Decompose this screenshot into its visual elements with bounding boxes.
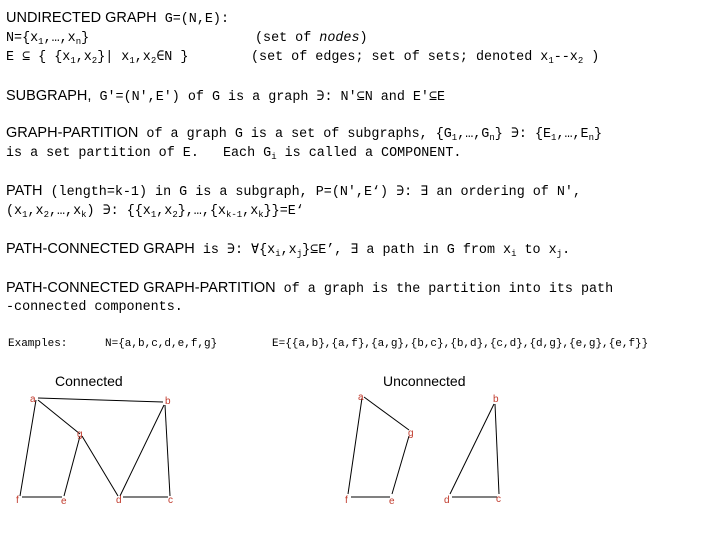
undirected-graph-line: UNDIRECTED GRAPH G=(N,E):: [6, 10, 229, 27]
connected-graph: [16, 394, 173, 507]
node-label-g-2: g: [408, 428, 414, 439]
node-label-b: b: [165, 396, 171, 407]
path-heading: PATH: [6, 183, 43, 199]
path-connected-heading: PATH-CONNECTED GRAPH: [6, 241, 195, 257]
edge-a-g-2: [364, 397, 409, 430]
node-label-c: c: [168, 495, 173, 506]
edge-set-comment: (set of edges; set of sets; denoted $x_1--x_2$ ): [251, 50, 600, 66]
edge-set-line: E ⊆ { $\{x_1,x_2\}|$ $x_1,x_2\in N$ }: [6, 50, 189, 66]
examples-label: Examples:: [8, 338, 68, 350]
node-set-line: $N=\{x_1,\dots,x_n\}$: [6, 31, 90, 47]
node-label-c-2: c: [496, 494, 501, 505]
node-label-d: d: [116, 495, 122, 506]
examples-edges: E={{a,b},{a,f},{a,g},{b,c},{b,d},{c,d},{d,g},{e,g},{e,f}}: [272, 338, 649, 350]
node-label-g: g: [77, 429, 83, 440]
edge-a-f: [20, 400, 36, 496]
node-label-f-2: f: [345, 495, 348, 506]
edge-b-c: [165, 405, 170, 496]
node-label-f: f: [16, 495, 19, 506]
path-connected-line: PATH-CONNECTED GRAPH is ∋: $\forall\{x_i,x_j\}⊆E$’, ∃ a path in G from $x_i$ to $x_j$.: [6, 241, 571, 259]
node-label-e: e: [61, 496, 67, 507]
node-label-d-2: d: [444, 495, 450, 506]
undirected-graph-heading: UNDIRECTED GRAPH: [6, 10, 157, 26]
edge-a-f-2: [348, 398, 362, 494]
edge-a-b: [38, 398, 163, 402]
edge-a-g: [38, 400, 80, 434]
partition-line-2: is a set partition of E. Each $G_i$ is called a COMPONENT.: [6, 146, 462, 162]
pc-partition-line-2: -connected components.: [6, 300, 183, 315]
path-line-1: PATH (length=k-1) in G is a subgraph, P=(N',E‘) ∋: ∃ an ordering of N',: [6, 183, 581, 200]
subgraph-line: SUBGRAPH, G'=(N',E') of G is a graph ∋: N'⊆N and E'⊆E: [6, 88, 446, 105]
pc-partition-heading: PATH-CONNECTED GRAPH-PARTITION: [6, 280, 276, 296]
unconnected-graph: [345, 392, 501, 507]
edge-b-d-2: [450, 404, 494, 494]
edge-b-c-2: [495, 404, 499, 494]
edge-b-d: [120, 405, 164, 496]
node-label-b-2: b: [493, 394, 499, 405]
node-label-a: a: [30, 394, 36, 405]
pc-partition-line-1: PATH-CONNECTED GRAPH-PARTITION of a graph is the partition into its path: [6, 280, 614, 297]
connected-title: Connected: [55, 373, 123, 389]
partition-heading: GRAPH-PARTITION: [6, 125, 139, 141]
partition-line-1: GRAPH-PARTITION of a graph G is a set of subgraphs, $\{G_1,\dots,G_n\}$ ∋: $\{E_1,\dots,E_n\}$: [6, 125, 603, 143]
node-label-e-2: e: [389, 496, 395, 507]
subgraph-heading: SUBGRAPH,: [6, 88, 92, 104]
node-set-comment: (set of nodes): [255, 31, 368, 46]
path-line-2: $(x_1,x_2,\dots,x_k)$ ∋: $\{\{x_1,x_2\},\dots,\{x_{k-1},x_k\}\}=E‘$: [6, 204, 304, 220]
node-label-a-2: a: [358, 392, 364, 403]
unconnected-title: Unconnected: [383, 373, 466, 389]
edge-e-g: [64, 436, 80, 496]
examples-nodes: N={a,b,c,d,e,f,g}: [105, 338, 218, 350]
edge-e-g-2: [392, 436, 409, 494]
edge-d-g: [82, 436, 118, 496]
